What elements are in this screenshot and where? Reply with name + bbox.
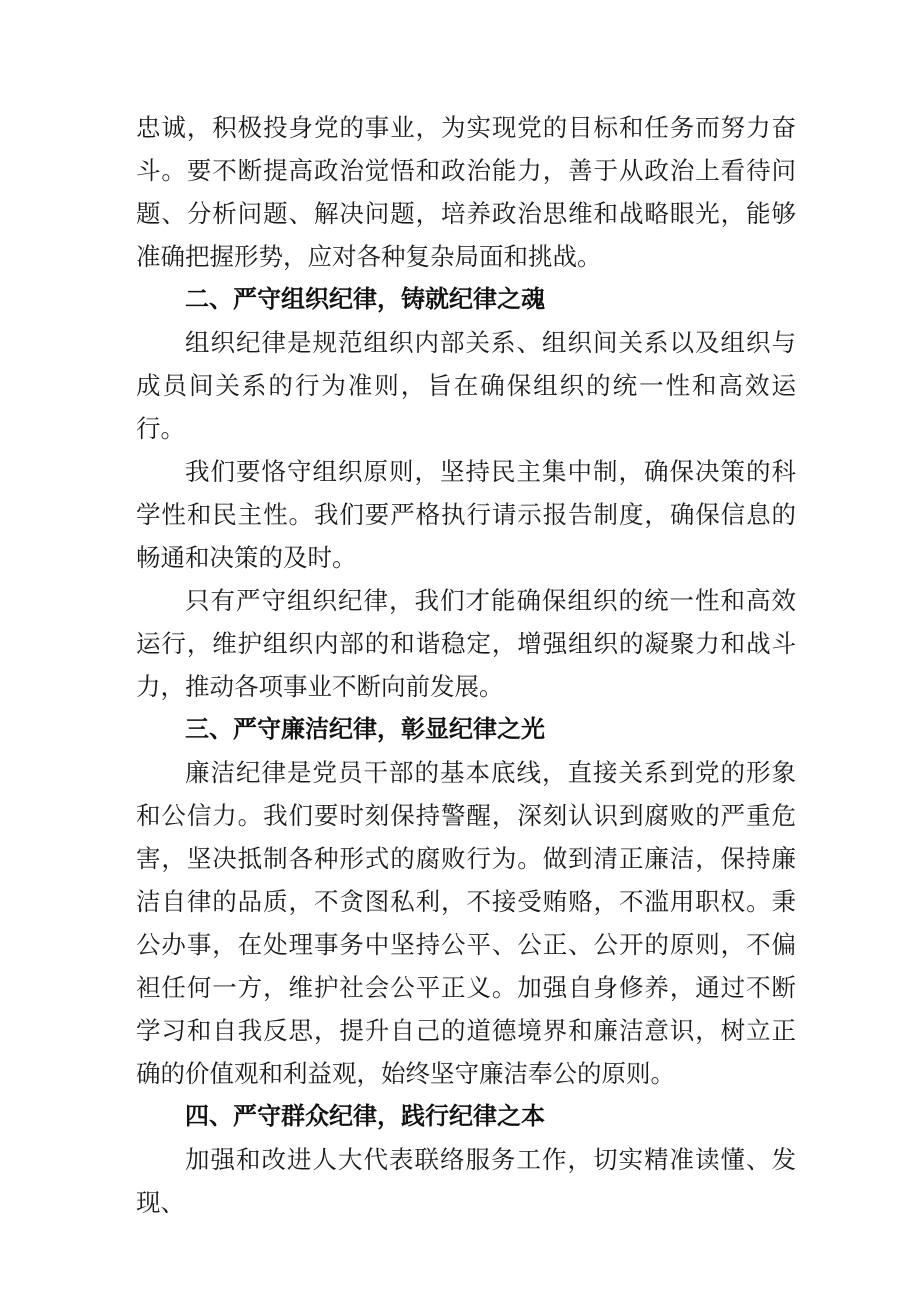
paragraph: 加强和改进人大代表联络服务工作，切实精准读懂、发现、 <box>136 1145 796 1217</box>
paragraph-continued: 忠诚，积极投身党的事业，为实现党的目标和任务而努力奋斗。要不断提高政治觉悟和政治能力，善于从政治上看待问题、分析问题、解决问题，培养政治思维和战略眼光，能够准确把握形势，应对各种复杂局面和挑战。 <box>136 113 796 271</box>
document-body <box>136 106 796 1224</box>
paragraph: 廉洁纪律是党员干部的基本底线，直接关系到党的形象和公信力。我们要时刻保持警醒，深刻认识到腐败的严重危害，坚决抵制各种形式的腐败行为。做到清正廉洁，保持廉洁自律的品质，不贪图私利，不接受贿赂，不滥用职权。秉公办事，在处理事务中坚持公平、公正、公开的原则，不偏袒任何一方，维护社会公平正义。加强自身修养，通过不断学习和自我反思，提升自己的道德境界和廉洁意识，树立正确的价值观和利益观，始终坚守廉洁奉公的原则。 <box>136 758 796 1088</box>
paragraph: 只有严守组织纪律，我们才能确保组织的统一性和高效运行，维护组织内部的和谐稳定，增强组织的凝聚力和战斗力，推动各项事业不断向前发展。 <box>136 586 796 701</box>
paragraph: 组织纪律是规范组织内部关系、组织间关系以及组织与成员间关系的行为准则，旨在确保组织的统一性和高效运行。 <box>136 328 796 443</box>
section-heading-mass-discipline: 四、严守群众纪律，践行纪律之本 <box>185 1102 545 1130</box>
section-heading-integrity-discipline: 三、严守廉洁纪律，彰显纪律之光 <box>185 715 545 743</box>
paragraph: 我们要恪守组织原则，坚持民主集中制，确保决策的科学性和民主性。我们要严格执行请示报告制度，确保信息的畅通和决策的及时。 <box>136 457 796 572</box>
section-heading-organization-discipline: 二、严守组织纪律，铸就纪律之魂 <box>185 285 545 313</box>
